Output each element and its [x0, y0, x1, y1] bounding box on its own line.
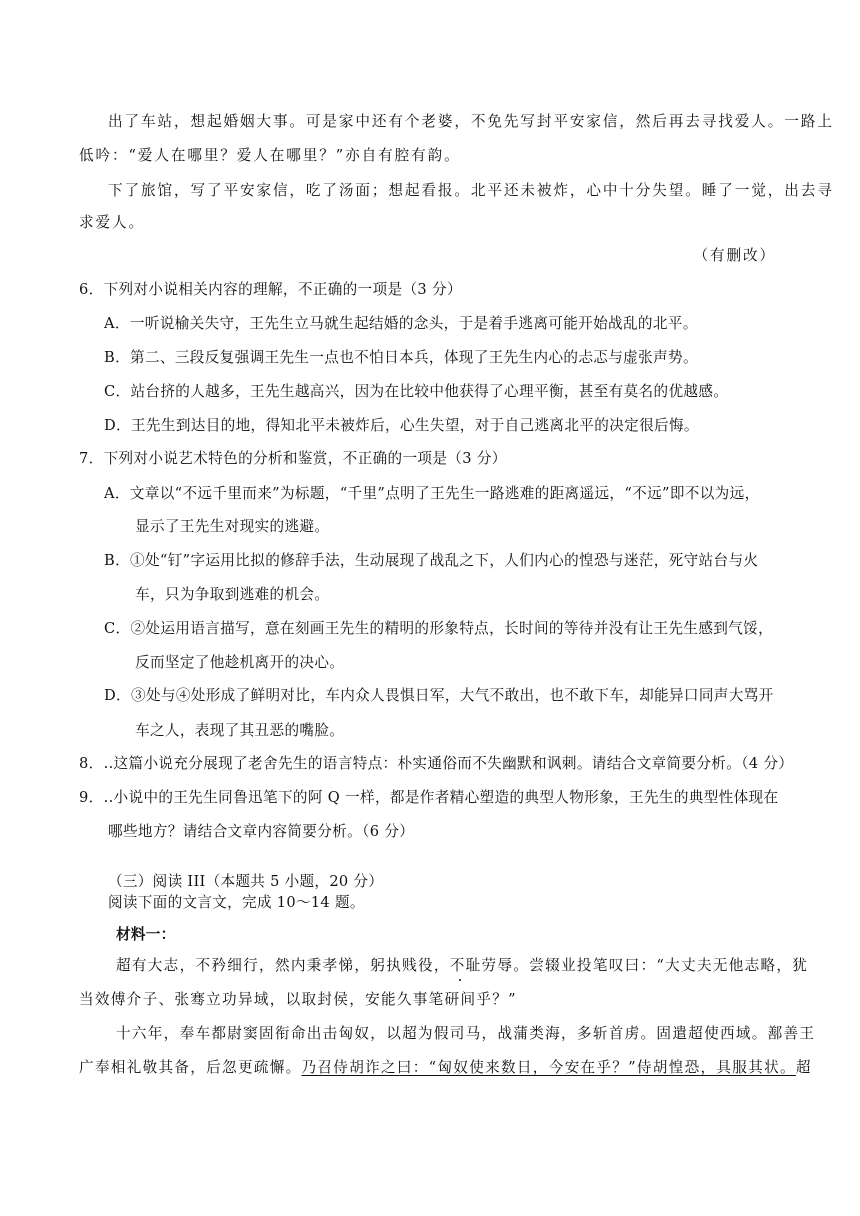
passage-paragraph-line: 出了车站，想起婚姻大事。可是家中还有个老婆，不免先写封平安家信，然后再去寻找爱人。一路上 [108, 113, 834, 130]
question-7-option-d-continued: 车之人，表现了其丑恶的嘴脸。 [135, 722, 345, 739]
question-6-stem: 6．下列对小说相关内容的理解，不正确的一项是（3 分） [79, 281, 462, 298]
question-7-option-c-continued: 反而坚定了他趁机离开的决心。 [135, 654, 345, 671]
abridged-note: （有删改） [693, 247, 776, 264]
emphasis-dot [459, 979, 461, 981]
question-8: 8．..这篇小说充分展现了老舍先生的语言特点：朴实通俗而不失幽默和讽刺。请结合文章简要分析。（4 分） [79, 755, 794, 772]
question-7-option-c: C．②处运用语言描写，意在刻画王先生的精明的形象特点，长时间的等待并没有让王先生感到气馁， [104, 620, 774, 637]
classical-text-plain: 超 [795, 1059, 812, 1076]
classical-text-line [79, 1058, 812, 1078]
passage-paragraph-line: 下了旅馆，写了平安家信，吃了汤面；想起看报。北平还未被炸，心中十分失望。睡了一觉，出去寻 [108, 182, 834, 199]
question-7-option-d: D．③处与④处形成了鲜明对比，车内众人畏惧日军，大气不敢出，也不敢下车，却能异口同声大骂开 [104, 687, 774, 704]
classical-text-line: 超有大志，不矜细行，然内秉孝悌，躬执贱役，不耻劳辱。尝辍业投笔叹曰：“大丈夫无他志略，犹 [116, 957, 809, 974]
underlined-sentence: 乃召侍胡诈之曰：“匈奴使来数日，今安在乎？”侍胡惶恐，具服其状。 [301, 1059, 796, 1076]
question-9-continued: 哪些地方？请结合文章内容简要分析。（6 分） [108, 823, 415, 840]
passage-paragraph-line: 低吟：“爱人在哪里？爱人在哪里？”亦自有腔有韵。 [79, 147, 461, 164]
question-7-option-b: B．①处“钉”字运用比拟的修辞手法，生动展现了战乱之下，人们内心的惶恐与迷茫，死守站台与火 [104, 552, 759, 569]
question-6-option-a: A．一听说榆关失守，王先生立马就生起结婚的念头，于是着手逃离可能开始战乱的北平。 [104, 315, 698, 332]
material-1-label: 材料一： [116, 926, 176, 943]
question-6-option-b: B．第二、三段反复强调王先生一点也不怕日本兵，体现了王先生内心的忐忑与虚张声势。 [104, 349, 698, 366]
classical-text-plain: 广奉相礼敬其备，后忽更疏懈。 [79, 1059, 302, 1076]
question-9: 9．..小说中的王先生同鲁迅笔下的阿 Q 一样，都是作者精心塑造的典型人物形象，王先生的典型性体现在 [79, 789, 779, 806]
passage-paragraph-line: 求爱人。 [79, 214, 145, 231]
section-3-heading: （三）阅读 III（本题共 5 小题，20 分） [108, 873, 384, 890]
classical-text-line: 十六年，奉车都尉窦固衔命出击匈奴，以超为假司马，战蒲类海，多斩首虏。固遣超使西域。鄯善王 [116, 1025, 816, 1042]
classical-text-line: 当效傅介子、张骞立功异域，以取封侯，安能久事笔研间乎？” [79, 991, 517, 1008]
question-7-option-b-continued: 车，只为争取到逃难的机会。 [135, 586, 330, 603]
question-6-option-c: C．站台挤的人越多，王先生越高兴，因为在比较中他获得了心理平衡，甚至有莫名的优越感。 [104, 383, 729, 400]
question-7-option-a-continued: 显示了王先生对现实的逃避。 [135, 518, 330, 535]
question-7-stem: 7．下列对小说艺术特色的分析和鉴赏，不正确的一项是（3 分） [79, 450, 507, 467]
section-3-instruction: 阅读下面的文言文，完成 10～14 题。 [108, 894, 365, 911]
question-6-option-d: D．王先生到达目的地，得知北平未被炸后，心生失望，对于自己逃离北平的决定很后悔。 [104, 417, 699, 434]
question-7-option-a: A．文章以“不远千里而来”为标题，“千里”点明了王先生一路逃难的距离遥远，“不远”即不以为远， [104, 485, 760, 502]
